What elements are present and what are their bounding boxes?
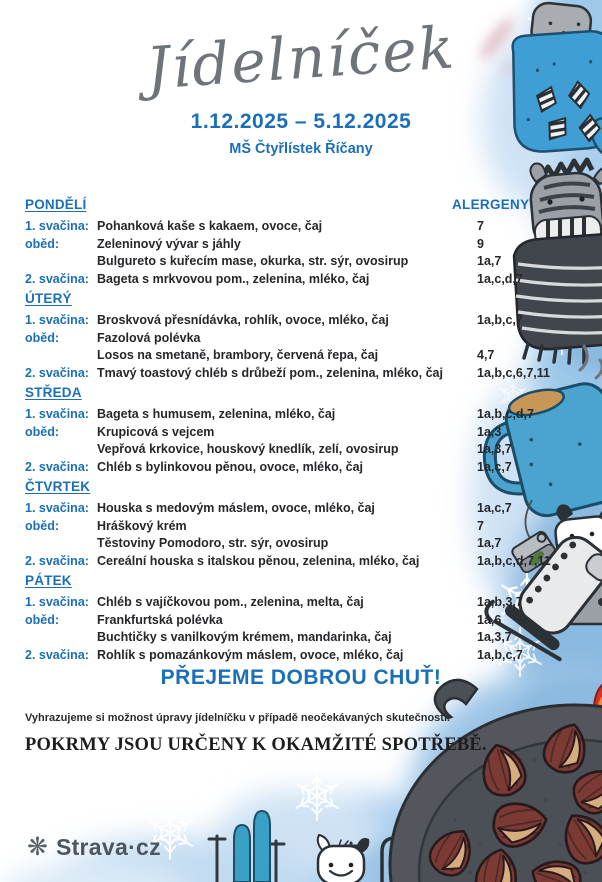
meal-text: Houska s medovým máslem, ovoce, mléko, čaj [97,501,375,515]
meal-allergens: 4,7 [477,348,495,362]
meal-text: Rohlík s pomazánkovým máslem, ovoce, mléko, čaj [97,647,404,662]
meal-text: Bageta s humusem, zelenina, mléko, čaj [97,407,336,421]
day-header: PONDĚLÍ [25,197,87,212]
menu-row [25,612,585,630]
meal-label: 1. svačina: [25,219,89,233]
meal-text: Cereální houska s italskou pěnou, zelenina, mléko, čaj [97,553,420,568]
meal-label: 1. svačina: [25,407,89,421]
meal-label [25,629,97,647]
menu-row [25,535,585,553]
meal-allergens: 1a,c,7 [477,459,512,474]
page-title: Jídelníček [144,13,458,103]
disclaimer-text: Vyhrazujeme si možnost úpravy jídelníčku v případě neočekávaných skutečností. [25,712,451,724]
meal-text: Zeleninový vývar s jáhly [97,236,241,251]
meal-label: 1. svačina: [25,501,89,515]
strava-flower-icon: ❋ [27,833,48,861]
meal-label [25,535,97,553]
meal-allergens: 1a,3,7 [477,442,512,456]
day-section-tuesday [25,291,585,382]
meal-allergens: 1a,b,c,7 [477,647,523,662]
menu-row [25,271,585,289]
meal-allergens: 1a,b,c,7 [477,313,523,327]
date-range: 1.12.2025 – 5.12.2025 [190,110,412,133]
meal-text: Krupicová s vejcem [97,424,215,439]
meal-label: 2. svačina: [25,365,89,380]
meal-allergens: 1a,7 [477,254,502,268]
day-header: ÚTERÝ [25,291,72,306]
meal-allergens: 1a,b,c,d,7,11 [477,553,551,568]
meal-text: Chléb s bylinkovou pěnou, ovoce, mléko, čaj [97,459,364,474]
menu-row [25,218,585,236]
meal-allergens [477,330,585,348]
meal-allergens: 1a,7 [477,536,502,550]
day-section-monday [25,197,585,288]
weekly-menu [25,197,585,667]
meal-allergens: 7 [477,518,484,533]
meal-text: Broskvová přesnídávka, rohlík, ovoce, mléko, čaj [97,313,389,327]
meal-label [25,347,97,365]
meal-allergens: 1a,3,7 [477,630,512,644]
meal-allergens: 9 [477,236,484,251]
menu-row [25,365,585,383]
meal-label: 2. svačina: [25,647,89,662]
meal-allergens: 7 [477,219,484,233]
menu-row [25,553,585,571]
menu-row [25,647,585,665]
school-name: MŠ Čtyřlístek Říčany [229,141,373,157]
meal-text: Pohanková kaše s kakaem, ovoce, čaj [97,219,323,233]
menu-row [25,459,585,477]
meal-allergens: 1a,b,c,6,7,11 [477,365,550,380]
meal-label: 1. svačina: [25,595,89,609]
meal-text: Bulgureto s kuřecím mase, okurka, str. sýr, ovosirup [97,254,409,268]
meal-allergens: 1a,b,3,7 [477,595,523,609]
meal-allergens: 1a,6 [477,612,502,627]
day-header: PÁTEK [25,573,72,588]
meal-allergens: 1a,b,c,d,7 [477,407,534,421]
day-section-wednesday [25,385,585,476]
meal-label: 1. svačina: [25,313,89,327]
menu-row [25,629,585,647]
menu-row [25,312,585,330]
meal-text: Bageta s mrkvovou pom., zelenina, mléko, čaj [97,271,370,286]
bon-appetit-text: PŘEJEME DOBROU CHUŤ! [160,666,442,689]
menu-row [25,236,585,254]
meal-text: Vepřová krkovice, houskový knedlík, zelí, ovosirup [97,442,399,456]
menu-row [25,406,585,424]
day-header: STŘEDA [25,385,82,400]
meal-label: 2. svačina: [25,553,89,568]
meal-allergens: 1a,c,7 [477,501,512,515]
day-header: ČTVRTEK [25,479,91,494]
meal-text: Losos na smetaně, brambory, červená řepa, čaj [97,348,379,362]
menu-row [25,253,585,271]
menu-row [25,347,585,365]
meal-label: 2. svačina: [25,271,89,286]
menu-row [25,594,585,612]
meal-label: oběd: [25,330,60,345]
day-section-friday [25,573,585,664]
menu-row [25,500,585,518]
meal-label: 2. svačina: [25,459,89,474]
menu-row [25,441,585,459]
meal-label [25,441,97,459]
allergens-header: ALERGENY [452,197,530,212]
meal-text: Hráškový krém [97,518,187,533]
meal-text: Buchtičky s vanilkovým krémem, mandarinka, čaj [97,630,392,644]
strava-logo-text: Strava·cz [55,834,161,860]
meal-text: Fazolová polévka [97,330,201,345]
meal-label: oběd: [25,612,60,627]
meal-label: oběd: [25,424,60,439]
menu-row [25,330,585,348]
meal-label: oběd: [25,236,60,251]
day-section-thursday [25,479,585,570]
meal-allergens: 1a,c,d,7 [477,271,523,286]
menu-row [25,518,585,536]
meal-text: Těstoviny Pomodoro, str. sýr, ovosirup [97,536,329,550]
meal-label: oběd: [25,518,60,533]
meal-allergens: 1a,3 [477,424,502,439]
meal-text: Chléb s vajíčkovou pom., zelenina, melta, čaj [97,595,364,609]
strava-logo [27,834,161,861]
meal-text: Frankfurtská polévka [97,612,223,627]
meal-text: Tmavý toastový chléb s drůbeží pom., zelenina, mléko, čaj [97,365,443,380]
meal-label [25,253,97,271]
menu-row [25,424,585,442]
consumption-notice: POKRMY JSOU URČENY K OKAMŽITÉ SPOTŘEBĚ. [25,735,487,755]
